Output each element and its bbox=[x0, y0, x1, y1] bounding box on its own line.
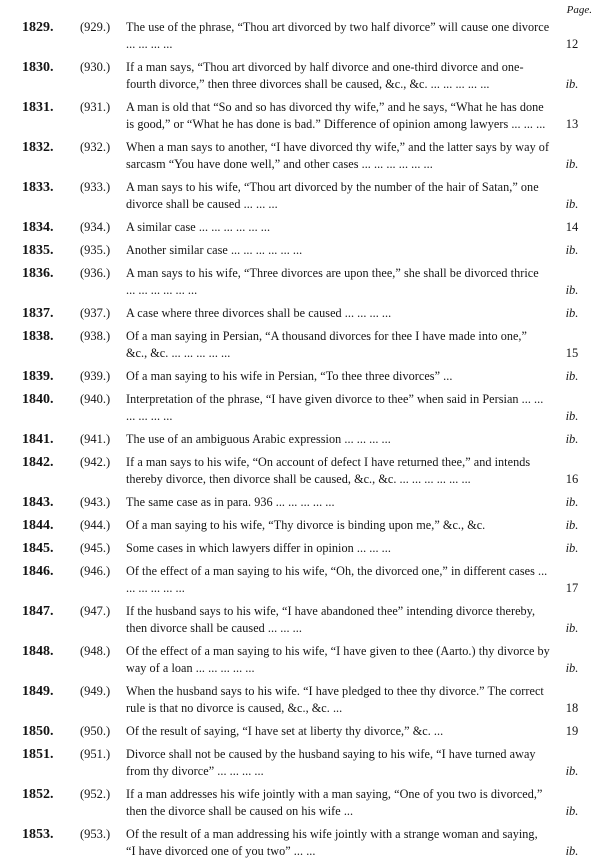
index-entry bbox=[0, 304, 600, 322]
index-entry bbox=[0, 367, 600, 385]
entry-text: Of a man saying to his wife in Persian, “To thee three divorces” ... bbox=[126, 369, 453, 383]
entry-paragraph-ref: (931.) bbox=[80, 100, 111, 114]
entry-paragraph-ref: (950.) bbox=[80, 724, 111, 738]
entry-text: Interpretation of the phrase, “I have given divorce to thee” when said in Persian ... ... ... ... ... ... bbox=[126, 392, 544, 423]
entry-paragraph-ref: (935.) bbox=[80, 243, 111, 257]
entry-text: If a man says to his wife, “On account of defect I have returned thee,” and intends thereby divorce, then divorce shall be caused, &c., &c. ... ... ... ... ... ... bbox=[126, 455, 531, 486]
entry-number: 1832. bbox=[22, 140, 54, 155]
entry-page-number: ib. bbox=[565, 764, 579, 778]
entry-page-number: ib. bbox=[565, 518, 579, 532]
entry-number: 1833. bbox=[22, 180, 54, 195]
index-entry bbox=[0, 241, 600, 259]
index-entry bbox=[0, 98, 600, 133]
entry-text: Of the effect of a man saying to his wife, “I have given to thee (Aarto.) thy divorce by way of a loan ... ... ... ... ... bbox=[126, 644, 550, 675]
entry-page-number: ib. bbox=[565, 157, 579, 171]
entry-text: If the husband says to his wife, “I have abandoned thee” intending divorce thereby, then divorce shall be caused ... ... ... bbox=[126, 604, 536, 635]
entry-number: 1852. bbox=[22, 787, 54, 802]
index-entry bbox=[0, 642, 600, 677]
entry-number: 1846. bbox=[22, 564, 54, 579]
entry-text: When a man says to another, “I have divorced thy wife,” and the latter says by way of sarcasm “You have done well,” and other cases ... ... ... ... ... ... bbox=[126, 140, 550, 171]
entry-number: 1849. bbox=[22, 684, 54, 699]
entry-page-number: ib. bbox=[565, 369, 579, 383]
entry-page-number: 12 bbox=[565, 37, 579, 51]
entry-number: 1853. bbox=[22, 827, 54, 842]
entry-paragraph-ref: (951.) bbox=[80, 747, 111, 761]
entry-text: A case where three divorces shall be caused ... ... ... ... bbox=[126, 306, 392, 320]
entry-text: Of the effect of a man saying to his wife, “Oh, the divorced one,” in different cases ... ... ... ... ... ... bbox=[126, 564, 548, 595]
index-entry bbox=[0, 264, 600, 299]
entry-page-number: ib. bbox=[565, 243, 579, 257]
entry-page-number: ib. bbox=[565, 432, 579, 446]
entry-number: 1829. bbox=[22, 20, 54, 35]
entry-page-number: ib. bbox=[565, 495, 579, 509]
entry-paragraph-ref: (946.) bbox=[80, 564, 111, 578]
entry-paragraph-ref: (952.) bbox=[80, 787, 111, 801]
entry-number: 1830. bbox=[22, 60, 54, 75]
index-entry bbox=[0, 539, 600, 557]
entry-number: 1834. bbox=[22, 220, 54, 235]
index-entry bbox=[0, 745, 600, 780]
entry-page-number: ib. bbox=[565, 77, 579, 91]
entry-number: 1847. bbox=[22, 604, 54, 619]
entry-text: Of a man saying in Persian, “A thousand divorces for thee I have made into one,” &c., &c. ... ... ... ... ... bbox=[126, 329, 527, 360]
index-entry bbox=[0, 453, 600, 488]
entry-page-number: 17 bbox=[565, 581, 579, 595]
entry-page-number: 14 bbox=[565, 220, 579, 234]
entry-paragraph-ref: (945.) bbox=[80, 541, 111, 555]
index-entry bbox=[0, 722, 600, 740]
entry-text: A similar case ... ... ... ... ... ... bbox=[126, 220, 271, 234]
entry-text: Of a man saying to his wife, “Thy divorce is binding upon me,” &c., &c. bbox=[126, 518, 486, 532]
entry-paragraph-ref: (943.) bbox=[80, 495, 111, 509]
entry-text: The use of an ambiguous Arabic expression ... ... ... ... bbox=[126, 432, 391, 446]
entry-paragraph-ref: (941.) bbox=[80, 432, 111, 446]
entry-text: Divorce shall not be caused by the husband saying to his wife, “I have turned away from thy divorce” ... ... ... ... bbox=[126, 747, 536, 778]
entry-text: A man says to his wife, “Thou art divorced by the number of the hair of Satan,” one divorce shall be caused ... ... ... bbox=[126, 180, 539, 211]
entry-page-number: 15 bbox=[565, 346, 579, 360]
index-entry bbox=[0, 430, 600, 448]
entry-text: The same case as in para. 936 ... ... ... ... ... bbox=[126, 495, 335, 509]
entry-page-number: ib. bbox=[565, 283, 579, 297]
entry-page-number: ib. bbox=[565, 409, 579, 423]
entry-number: 1850. bbox=[22, 724, 54, 739]
page-column-header: Page. bbox=[566, 4, 592, 16]
entry-text: A man is old that “So and so has divorced thy wife,” and he says, “What he has done is good,” or “What he has done is bad.” Difference of opinion among lawyers ... ... ... bbox=[126, 100, 546, 131]
entry-paragraph-ref: (938.) bbox=[80, 329, 111, 343]
entry-number: 1839. bbox=[22, 369, 54, 384]
index-entry bbox=[0, 516, 600, 534]
entry-number: 1842. bbox=[22, 455, 54, 470]
entry-text: If a man says, “Thou art divorced by half divorce and one-third divorce and one-fourth divorce,” then three divorces shall be caused, &c., &c. ... ... ... ... ... bbox=[126, 60, 524, 91]
entry-paragraph-ref: (932.) bbox=[80, 140, 111, 154]
index-entry bbox=[0, 18, 600, 53]
entry-paragraph-ref: (944.) bbox=[80, 518, 111, 532]
index-entry bbox=[0, 602, 600, 637]
entry-text: Some cases in which lawyers differ in opinion ... ... ... bbox=[126, 541, 391, 555]
entry-paragraph-ref: (936.) bbox=[80, 266, 111, 280]
entry-page-number: ib. bbox=[565, 844, 579, 858]
entry-text: If a man addresses his wife jointly with a man saying, “One of you two is divorced,” then the divorce shall be caused on his wife ... bbox=[126, 787, 543, 818]
entry-paragraph-ref: (939.) bbox=[80, 369, 111, 383]
entry-page-number: 19 bbox=[565, 724, 579, 738]
entry-number: 1844. bbox=[22, 518, 54, 533]
index-entry bbox=[0, 825, 600, 860]
entry-paragraph-ref: (937.) bbox=[80, 306, 111, 320]
entry-page-number: ib. bbox=[565, 621, 579, 635]
entry-number: 1843. bbox=[22, 495, 54, 510]
index-entry bbox=[0, 58, 600, 93]
entry-paragraph-ref: (949.) bbox=[80, 684, 111, 698]
index-entry bbox=[0, 562, 600, 597]
index-entries bbox=[0, 18, 600, 865]
entry-paragraph-ref: (942.) bbox=[80, 455, 111, 469]
index-entry bbox=[0, 390, 600, 425]
entry-text: A man says to his wife, “Three divorces are upon thee,” she shall be divorced thrice ... ... ... ... ... ... bbox=[126, 266, 539, 297]
entry-text: Another similar case ... ... ... ... ... ... bbox=[126, 243, 303, 257]
index-entry bbox=[0, 218, 600, 236]
index-entry bbox=[0, 327, 600, 362]
entry-number: 1836. bbox=[22, 266, 54, 281]
entry-number: 1841. bbox=[22, 432, 54, 447]
entry-number: 1851. bbox=[22, 747, 54, 762]
index-entry bbox=[0, 178, 600, 213]
entry-page-number: ib. bbox=[565, 541, 579, 555]
entry-text: The use of the phrase, “Thou art divorced by two half divorce” will cause one divorce ... ... ... ... bbox=[126, 20, 550, 51]
entry-paragraph-ref: (948.) bbox=[80, 644, 111, 658]
index-entry bbox=[0, 138, 600, 173]
entry-number: 1845. bbox=[22, 541, 54, 556]
entry-number: 1840. bbox=[22, 392, 54, 407]
entry-text: Of the result of a man addressing his wife jointly with a strange woman and saying, “I have divorced one of you two” ... ... bbox=[126, 827, 538, 858]
entry-page-number: 16 bbox=[565, 472, 579, 486]
index-entry bbox=[0, 785, 600, 820]
entry-page-number: ib. bbox=[565, 661, 579, 675]
entry-number: 1831. bbox=[22, 100, 54, 115]
entry-page-number: 13 bbox=[565, 117, 579, 131]
index-entry bbox=[0, 493, 600, 511]
entry-paragraph-ref: (947.) bbox=[80, 604, 111, 618]
entry-page-number: ib. bbox=[565, 306, 579, 320]
entry-paragraph-ref: (934.) bbox=[80, 220, 111, 234]
entry-number: 1837. bbox=[22, 306, 54, 321]
entry-paragraph-ref: (940.) bbox=[80, 392, 111, 406]
entry-number: 1848. bbox=[22, 644, 54, 659]
entry-page-number: ib. bbox=[565, 197, 579, 211]
entry-paragraph-ref: (930.) bbox=[80, 60, 111, 74]
entry-page-number: 18 bbox=[565, 701, 579, 715]
entry-paragraph-ref: (933.) bbox=[80, 180, 111, 194]
entry-paragraph-ref: (953.) bbox=[80, 827, 111, 841]
entry-number: 1838. bbox=[22, 329, 54, 344]
entry-number: 1835. bbox=[22, 243, 54, 258]
index-entry bbox=[0, 682, 600, 717]
entry-page-number: ib. bbox=[565, 804, 579, 818]
entry-text: When the husband says to his wife. “I have pledged to thee thy divorce.” The correct rule is that no divorce is caused, &c., &c. ... bbox=[126, 684, 544, 715]
entry-text: Of the result of saying, “I have set at liberty thy divorce,” &c. ... bbox=[126, 724, 444, 738]
entry-paragraph-ref: (929.) bbox=[80, 20, 111, 34]
